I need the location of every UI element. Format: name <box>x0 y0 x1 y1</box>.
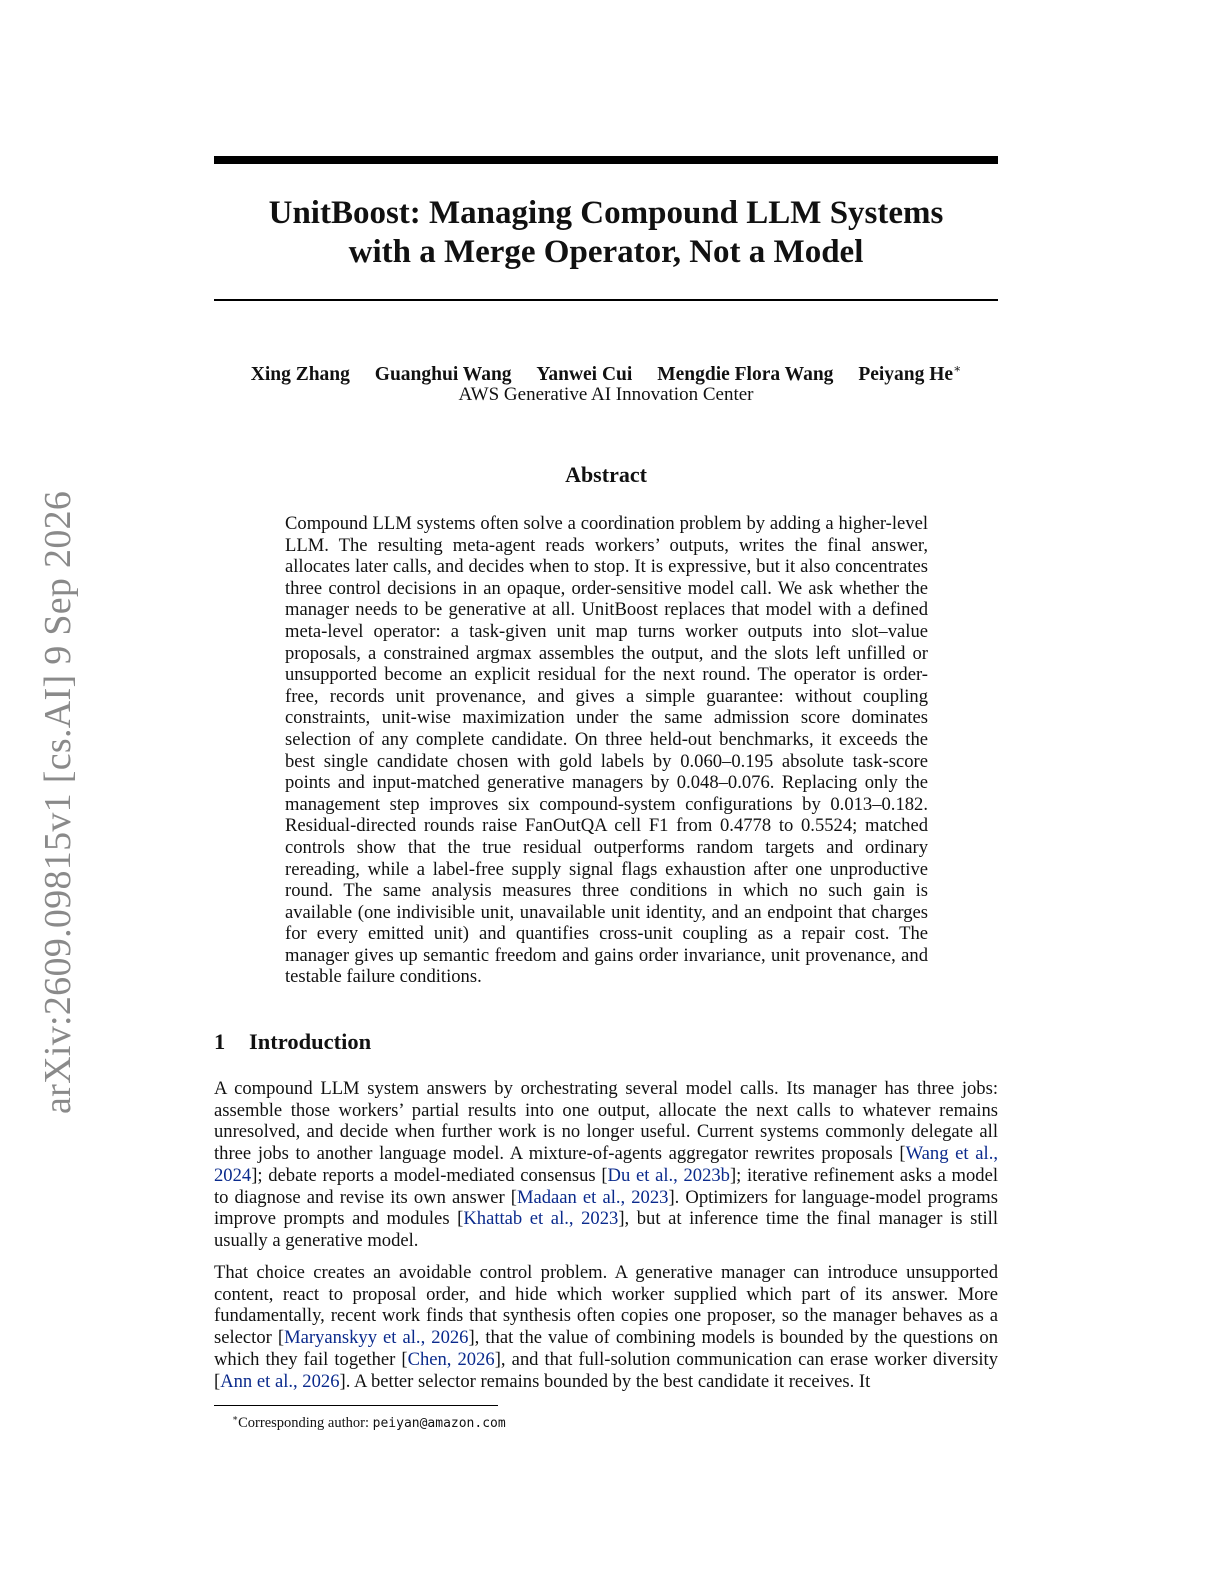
section-title: Introduction <box>249 1029 372 1054</box>
paragraph-text: That choice creates an avoidable control problem. A generative manager can introduce unsupported content, react to proposal order, and hide which worker supplied which part of its answer. More fundamentally, recent work finds that synthesis often copies one proposer, so the manager behaves as a selector [ <box>214 1262 998 1349</box>
author-affiliation: AWS Generative AI Innovation Center <box>458 384 754 405</box>
author-name: Mengdie Flora Wang <box>657 363 834 385</box>
paragraph-text: ], that the value of combining models is bounded by the questions on which they fail together [ <box>214 1327 999 1370</box>
author-name: Peiyang He <box>858 363 954 385</box>
intro-paragraph-2 <box>214 1262 998 1392</box>
corresponding-marker: ∗ <box>953 361 962 375</box>
abstract-heading: Abstract <box>565 462 647 487</box>
footnote-rule <box>214 1405 498 1406</box>
footnote-email[interactable]: peiyan@amazon.com <box>372 1415 506 1431</box>
citation-link[interactable]: Maryanskyy et al., 2026 <box>284 1327 469 1349</box>
citation-link[interactable]: Wang et al., 2024 <box>214 1143 998 1186</box>
footnote-text: Corresponding author: <box>238 1414 373 1431</box>
section-heading-introduction <box>214 1029 371 1055</box>
paragraph-text: ]; debate reports a model-mediated consensus [ <box>251 1164 608 1186</box>
footnote <box>232 1409 506 1433</box>
paper-title <box>214 194 998 272</box>
paragraph-text: ]. Optimizers for language-model programs improve prompts and modules [ <box>214 1186 998 1230</box>
author-name-corresponding <box>858 361 962 385</box>
paragraph-text: ]. A better selector remains bounded by the best candidate it receives. It <box>339 1370 871 1392</box>
citation-link[interactable]: Madaan et al., 2023 <box>516 1186 669 1208</box>
author-list <box>214 356 998 387</box>
citation-link[interactable]: Chen, 2026 <box>407 1348 495 1370</box>
citation-link[interactable]: Ann et al., 2026 <box>220 1370 340 1392</box>
title-line-1: UnitBoost: Managing Compound LLM Systems <box>268 195 944 231</box>
title-line-2: with a Merge Operator, Not a Model <box>348 234 864 270</box>
paragraph-text: ], and that full-solution communication can erase worker diversity [ <box>214 1348 999 1392</box>
author-name: Xing Zhang <box>250 363 350 385</box>
paragraph-text: ]; iterative refinement asks a model to diagnose and revise its own answer [ <box>214 1164 998 1208</box>
abstract-text: Compound LLM systems often solve a coordination problem by adding a higher-level LLM. The resulting meta-agent reads workers’ outputs, writes the final answer, allocates later calls, and decides when to stop. It is expressive, but it also concentrates three control decisions in an opaque, order-sensitive model call. We ask whether the manager needs to be generative at all. UnitBoost replaces that model with a defined meta-level operator: a task-given unit map turns worker outputs into slot–value proposals, a constrained argmax assembles the output, and the slots left unfilled or unsupported become an explicit residual for the next round. The operator is order-free, records unit provenance, and gives a simple guarantee: without coupling constraints, unit-wise maximization under the same admission score dominates selection of any complete candidate. On three held-out benchmarks, it exceeds the best single candidate chosen with gold labels by 0.060–0.195 absolute task-score points and input-matched generative managers by 0.048–0.076. Replacing only the management step improves six compound-system configurations by 0.013–0.182. Residual-directed rounds raise FanOutQA cell F1 from 0.4778 to 0.5524; matched controls show that the true residual outperforms random targets and ordinary rereading, while a label-free supply signal flags exhaustion after one unproductive round. The same analysis measures three conditions in which no such gain is available (one indivisible unit, unavailable unit identity, and an endpoint that charges for every emitted unit) and quantifies cross-unit coupling as a repair cost. The manager gives up semantic freedom and gains order invariance, unit provenance, and testable failure conditions. <box>285 513 928 988</box>
footnote-marker: ∗ <box>232 1413 239 1423</box>
author-name: Guanghui Wang <box>374 363 512 385</box>
paragraph-text: ], but at inference time the final manager is still usually a generative model. <box>214 1208 998 1251</box>
title-top-rule <box>214 156 998 164</box>
intro-paragraph-1 <box>214 1078 998 1252</box>
author-name: Yanwei Cui <box>536 363 633 385</box>
citation-link[interactable]: Du et al., 2023b <box>607 1164 730 1186</box>
arxiv-identifier: arXiv:2609.09815v1 [cs.AI] 9 Sep 2026 <box>37 490 79 1114</box>
paragraph-text: A compound LLM system answers by orchestrating several model calls. Its manager has three jobs: assemble those workers’ partial results into one output, allocate the next calls to whatever remains unresolved, and decide when further work is no longer useful. Current systems commonly delegate all three jobs to another language model. A mixture-of-agents aggregator rewrites proposals [ <box>214 1078 998 1165</box>
title-bottom-rule <box>214 299 998 301</box>
citation-link[interactable]: Khattab et al., 2023 <box>463 1208 619 1230</box>
section-number: 1 <box>214 1029 226 1054</box>
